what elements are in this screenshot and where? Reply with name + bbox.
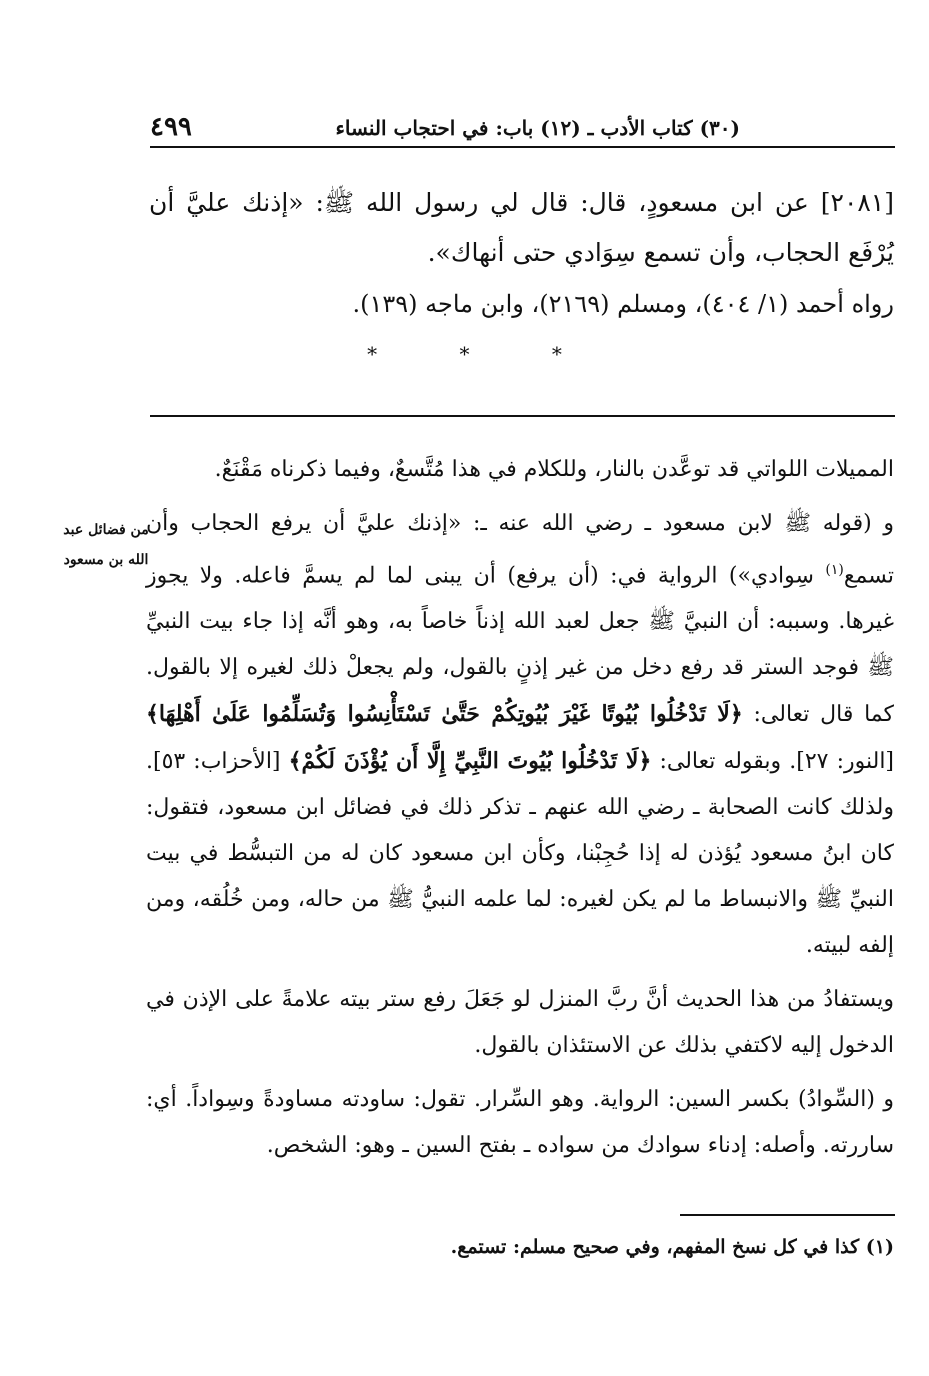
commentary (146, 447, 894, 1177)
commentary-paragraph-3: ويستفادُ من هذا الحديث أنَّ ربَّ المنزل لو جَعَلَ رفع ستر بيته علامةً على الإذن في الدخول إليه لاكتفي بذلك عن الاستئذان بالقول. (146, 987, 894, 1059)
hadith-source: رواه أحمد (١/ ٤٠٤)، ومسلم (٢١٦٩)، وابن ماجه (١٣٩). (352, 290, 894, 318)
separator-star: * (367, 342, 378, 366)
separator-star: * (551, 342, 562, 366)
separator-star: * (459, 342, 470, 366)
commentary-text: و (قوله ﷺ لابن مسعود ـ رضي الله عنه ـ: «إذنك عليَّ أن يرفع الحجاب وأن تسمع (146, 511, 894, 589)
quran-verse: ﴿لَا تَدْخُلُوا بُيُوتًا غَيْرَ بُيُوتِكُمْ حَتَّىٰ تَسْتَأْنِسُوا وَتُسَلِّمُوا عَلَىٰ أَهْلِهَا﴾ (146, 701, 743, 728)
hadith-text: [٢٠٨١] عن ابن مسعودٍ، قال: قال لي رسول الله ﷺ: «إذنك عليَّ أن يُرْفَع الحجاب، وأن تسمع سِوَادي حتى أنهاك». (149, 188, 894, 267)
footnote-rule (680, 1214, 895, 1216)
quran-verse: ﴿لَا تَدْخُلُوا بُيُوتَ النَّبِيِّ إِلَّا أَن يُؤْذَنَ لَكُمْ﴾ (288, 748, 652, 775)
section-rule (150, 415, 895, 417)
page-number: ٤٩٩ (150, 112, 192, 142)
running-title: (٣٠) كتاب الأدب ـ (١٢) باب: في احتجاب النساء (335, 116, 740, 140)
footnote-reference: (١) (825, 562, 844, 578)
commentary-text: [النور: ٢٧]. وبقوله تعالى: (651, 749, 895, 775)
commentary-text: [الأحزاب: ٥٣]. ولذلك كانت الصحابة ـ رضي الله عنهم ـ تذكر ذلك في فضائل ابن مسعود، فتقول: كان ابنُ مسعود يُؤذن له إذا حُجِبْنا، وكأن ابن مسعود كان له من التبسُّط في بيت النبيِّ ﷺ والانبساط ما لم يكن لغيره: لما علمه النبيُّ ﷺ من حاله، ومن خُلُقه، ومن إلفه لبيته. (146, 749, 894, 959)
commentary-paragraph-1: المميلات اللواتي قد توعَّدن بالنار، وللكلام في هذا مُتَّسعٌ، وفيما ذكرناه مَقْنَعٌ. (214, 457, 894, 482)
margin-note: من فضائل عبد الله بن مسعود (63, 522, 149, 568)
hadith-block (149, 178, 894, 324)
commentary-text: سِوادي») الرواية في: (أن يرفع) أن يبنى لما لم يسمَّ فاعله. ولا يجوز غيرها. وسببه: أن النبيَّ ﷺ جعل لعبد الله إذناً خاصاً به، وهو أنَّه إذا جاء بيت النبيِّ ﷺ فوجد الستر قد رفع دخل من غير إذنٍ بالقول، ولم يجعلْ ذلك لغيره إلا بالقول. كما قال تعالى: (146, 563, 894, 728)
commentary-paragraph-2 (146, 501, 894, 969)
header-rule (150, 146, 895, 148)
footnote: (١) كذا في كل نسخ المفهم، وفي صحيح مسلم: تستمع. (450, 1236, 894, 1258)
commentary-paragraph-4: و (السِّوادُ) بكسر السين: الرواية. وهو السِّرار. تقول: ساودته مساودةً وسِواداً. أي: ساررته. وأصله: إدناء سوادك من سواده ـ بفتح السين ـ وهو: الشخص. (146, 1087, 894, 1159)
page-header (150, 112, 895, 146)
separator-stars (0, 342, 929, 366)
